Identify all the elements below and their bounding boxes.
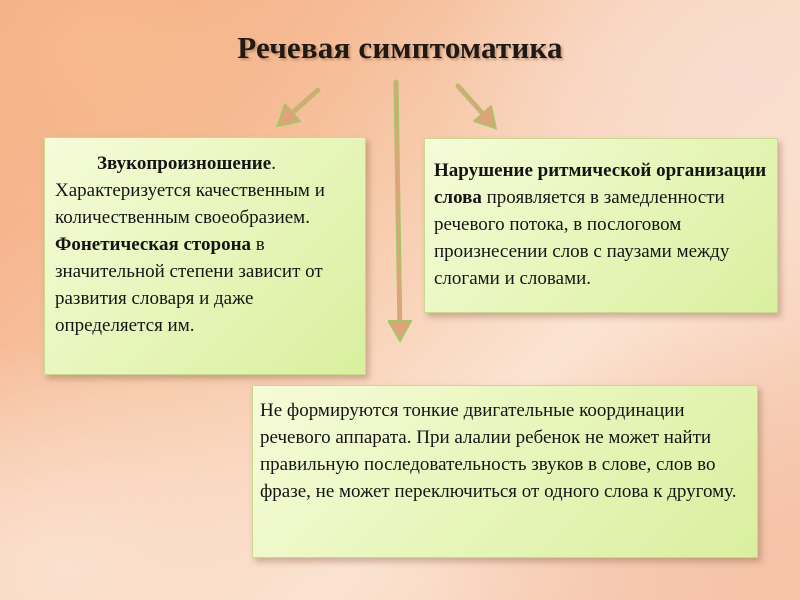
rhythm-disorder-box (424, 138, 778, 313)
motor-coordination-text: Не формируются тонкие двигательные координации речевого аппарата. При алалии ребенок не может найти правильную последовательность звуков в слове, слов во фразе, не может переключиться от одного слова к другому. (260, 400, 737, 502)
rhythm-disorder-text: проявляется в замедленности речевого потока, в послоговом произнесении слов с паузами между слогами и словами. (434, 187, 730, 289)
motor-coordination-box (252, 385, 758, 558)
arrow-down-right-icon (458, 86, 492, 124)
sound-pronunciation-text-2: в значительной степени зависит от развития словаря и даже определяется им. (55, 234, 323, 336)
sound-pronunciation-box (44, 137, 366, 375)
arrow-down-left-icon (282, 90, 318, 122)
phonetic-side-term: Фонетическая сторона (55, 234, 252, 255)
page-title: Речевая симптоматика (237, 30, 563, 65)
rhythm-disorder-heading: Нарушение ритмической организации слова (434, 160, 767, 208)
arrow-down-center-icon (396, 82, 400, 335)
sound-pronunciation-heading: Звукопроизношение (97, 153, 272, 174)
sound-pronunciation-text-1: . Характеризуется качественным и количественным своеобразием. (55, 153, 325, 228)
